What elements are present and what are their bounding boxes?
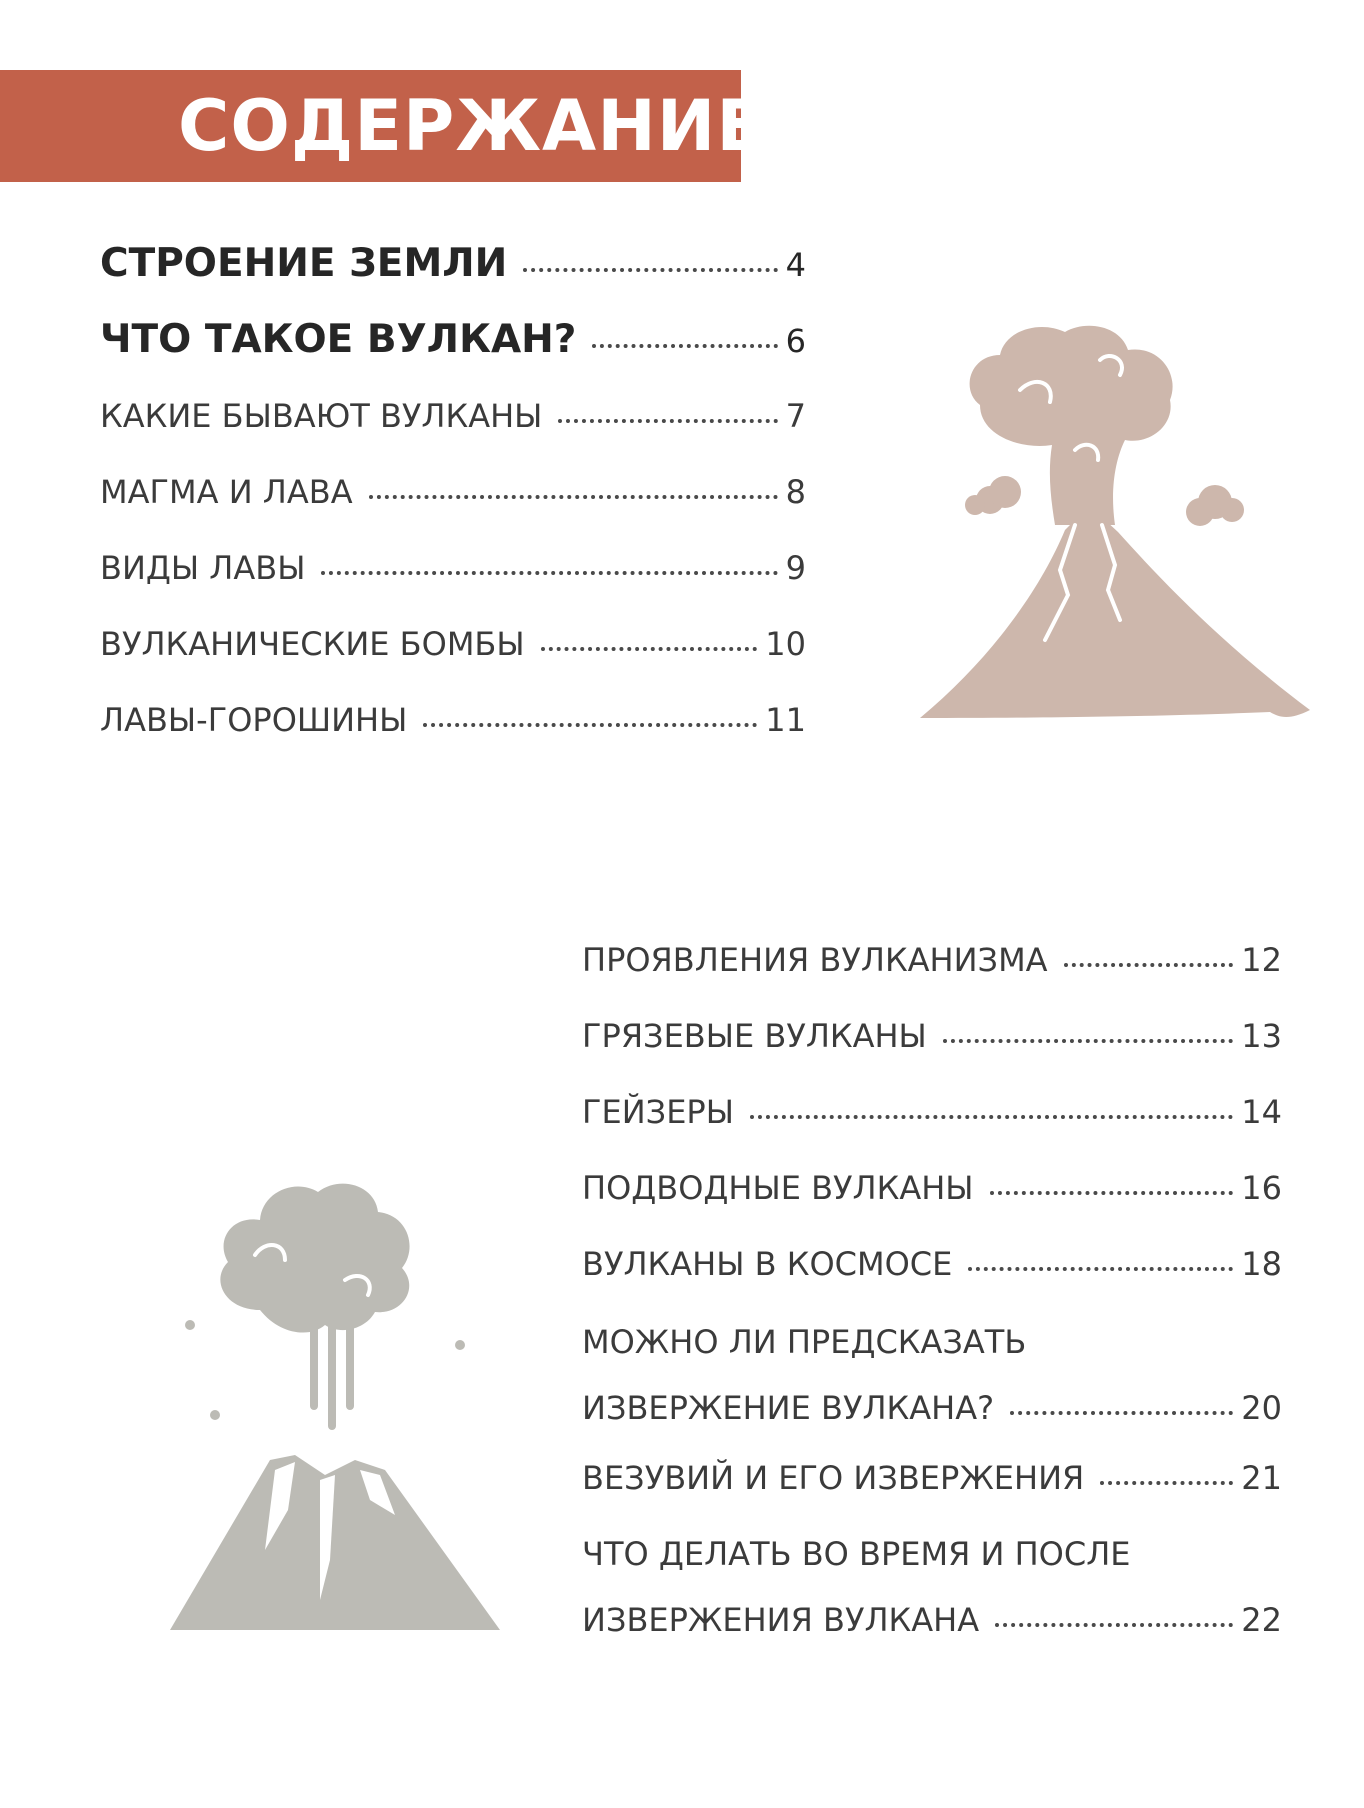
toc-entry-title: МОЖНО ЛИ ПРЕДСКАЗАТЬ — [582, 1323, 1027, 1361]
toc-leader-dots — [1100, 1481, 1233, 1485]
toc-page-number: 22 — [1241, 1601, 1282, 1639]
toc-entry[interactable] — [582, 1323, 1282, 1427]
toc-entry-title-continued: ИЗВЕРЖЕНИЕ ВУЛКАНА? — [582, 1389, 995, 1427]
toc-entry[interactable] — [582, 1093, 1282, 1131]
toc-entry-title: ГРЯЗЕВЫЕ ВУЛКАНЫ — [582, 1017, 927, 1055]
toc-leader-dots — [1010, 1411, 1233, 1415]
toc-leader-dots — [968, 1267, 1233, 1271]
toc-leader-dots — [995, 1623, 1233, 1627]
toc-entry-title: ВУЛКАНЫ В КОСМОСЕ — [582, 1245, 953, 1283]
toc-entry-title: ПРОЯВЛЕНИЯ ВУЛКАНИЗМА — [582, 941, 1048, 979]
page-title: СОДЕРЖАНИЕ — [178, 85, 766, 167]
toc-entry-title: МАГМА И ЛАВА — [100, 473, 353, 511]
toc-entry-title: ЛАВЫ-ГОРОШИНЫ — [100, 701, 408, 739]
toc-leader-dots — [423, 723, 757, 727]
toc-entry[interactable] — [582, 941, 1282, 979]
toc-page-number: 8 — [785, 473, 806, 511]
gray-volcano-illustration — [170, 1170, 500, 1630]
toc-page-number: 21 — [1241, 1459, 1282, 1497]
toc-page-number: 11 — [765, 701, 806, 739]
toc-entry[interactable] — [100, 549, 806, 587]
erupting-volcano-illustration — [870, 320, 1310, 740]
toc-page-number: 4 — [785, 246, 806, 284]
toc-entry-title: СТРОЕНИЕ ЗЕМЛИ — [100, 241, 508, 286]
toc-page-number: 9 — [785, 549, 806, 587]
toc-entry-title-continued: ИЗВЕРЖЕНИЯ ВУЛКАНА — [582, 1601, 980, 1639]
toc-page-number: 12 — [1241, 941, 1282, 979]
toc-entry[interactable] — [100, 241, 806, 286]
toc-page-number: 20 — [1241, 1389, 1282, 1427]
toc-page-number: 16 — [1241, 1169, 1282, 1207]
toc-entry[interactable] — [100, 397, 806, 435]
toc-entry-title: ВЕЗУВИЙ И ЕГО ИЗВЕРЖЕНИЯ — [582, 1459, 1085, 1497]
toc-page-number: 6 — [785, 322, 806, 360]
toc-entry-title: КАКИЕ БЫВАЮТ ВУЛКАНЫ — [100, 397, 543, 435]
toc-entry[interactable] — [582, 1245, 1282, 1283]
toc-leader-dots — [990, 1191, 1234, 1195]
toc-leader-dots — [750, 1115, 1233, 1119]
toc-entry[interactable] — [582, 1459, 1282, 1497]
toc-entry-title: ВУЛКАНИЧЕСКИЕ БОМБЫ — [100, 625, 525, 663]
toc-page-number: 7 — [785, 397, 806, 435]
toc-entry-title: ПОДВОДНЫЕ ВУЛКАНЫ — [582, 1169, 974, 1207]
toc-page-number: 10 — [765, 625, 806, 663]
toc-leader-dots — [541, 647, 758, 651]
toc-entry-title: ЧТО ТАКОЕ ВУЛКАН? — [100, 317, 577, 362]
toc-entry[interactable] — [100, 701, 806, 739]
title-banner — [0, 70, 766, 182]
toc-entry[interactable] — [582, 1017, 1282, 1055]
toc-leader-dots — [523, 268, 777, 272]
toc-entry-title: ЧТО ДЕЛАТЬ ВО ВРЕМЯ И ПОСЛЕ — [582, 1535, 1131, 1573]
toc-leader-dots — [321, 571, 777, 575]
toc-leader-dots — [943, 1039, 1234, 1043]
toc-leader-dots — [1064, 963, 1234, 967]
toc-leader-dots — [558, 419, 777, 423]
toc-entry[interactable] — [582, 1169, 1282, 1207]
toc-entry[interactable] — [100, 625, 806, 663]
toc-entry-title: ВИДЫ ЛАВЫ — [100, 549, 306, 587]
toc-entry-title: ГЕЙЗЕРЫ — [582, 1093, 734, 1131]
toc-page-number: 18 — [1241, 1245, 1282, 1283]
toc-page-number: 14 — [1241, 1093, 1282, 1131]
toc-entry[interactable] — [100, 473, 806, 511]
toc-leader-dots — [592, 344, 777, 348]
toc-leader-dots — [369, 495, 778, 499]
toc-entry[interactable] — [100, 317, 806, 362]
toc-page-number: 13 — [1241, 1017, 1282, 1055]
toc-entry[interactable] — [582, 1535, 1282, 1639]
